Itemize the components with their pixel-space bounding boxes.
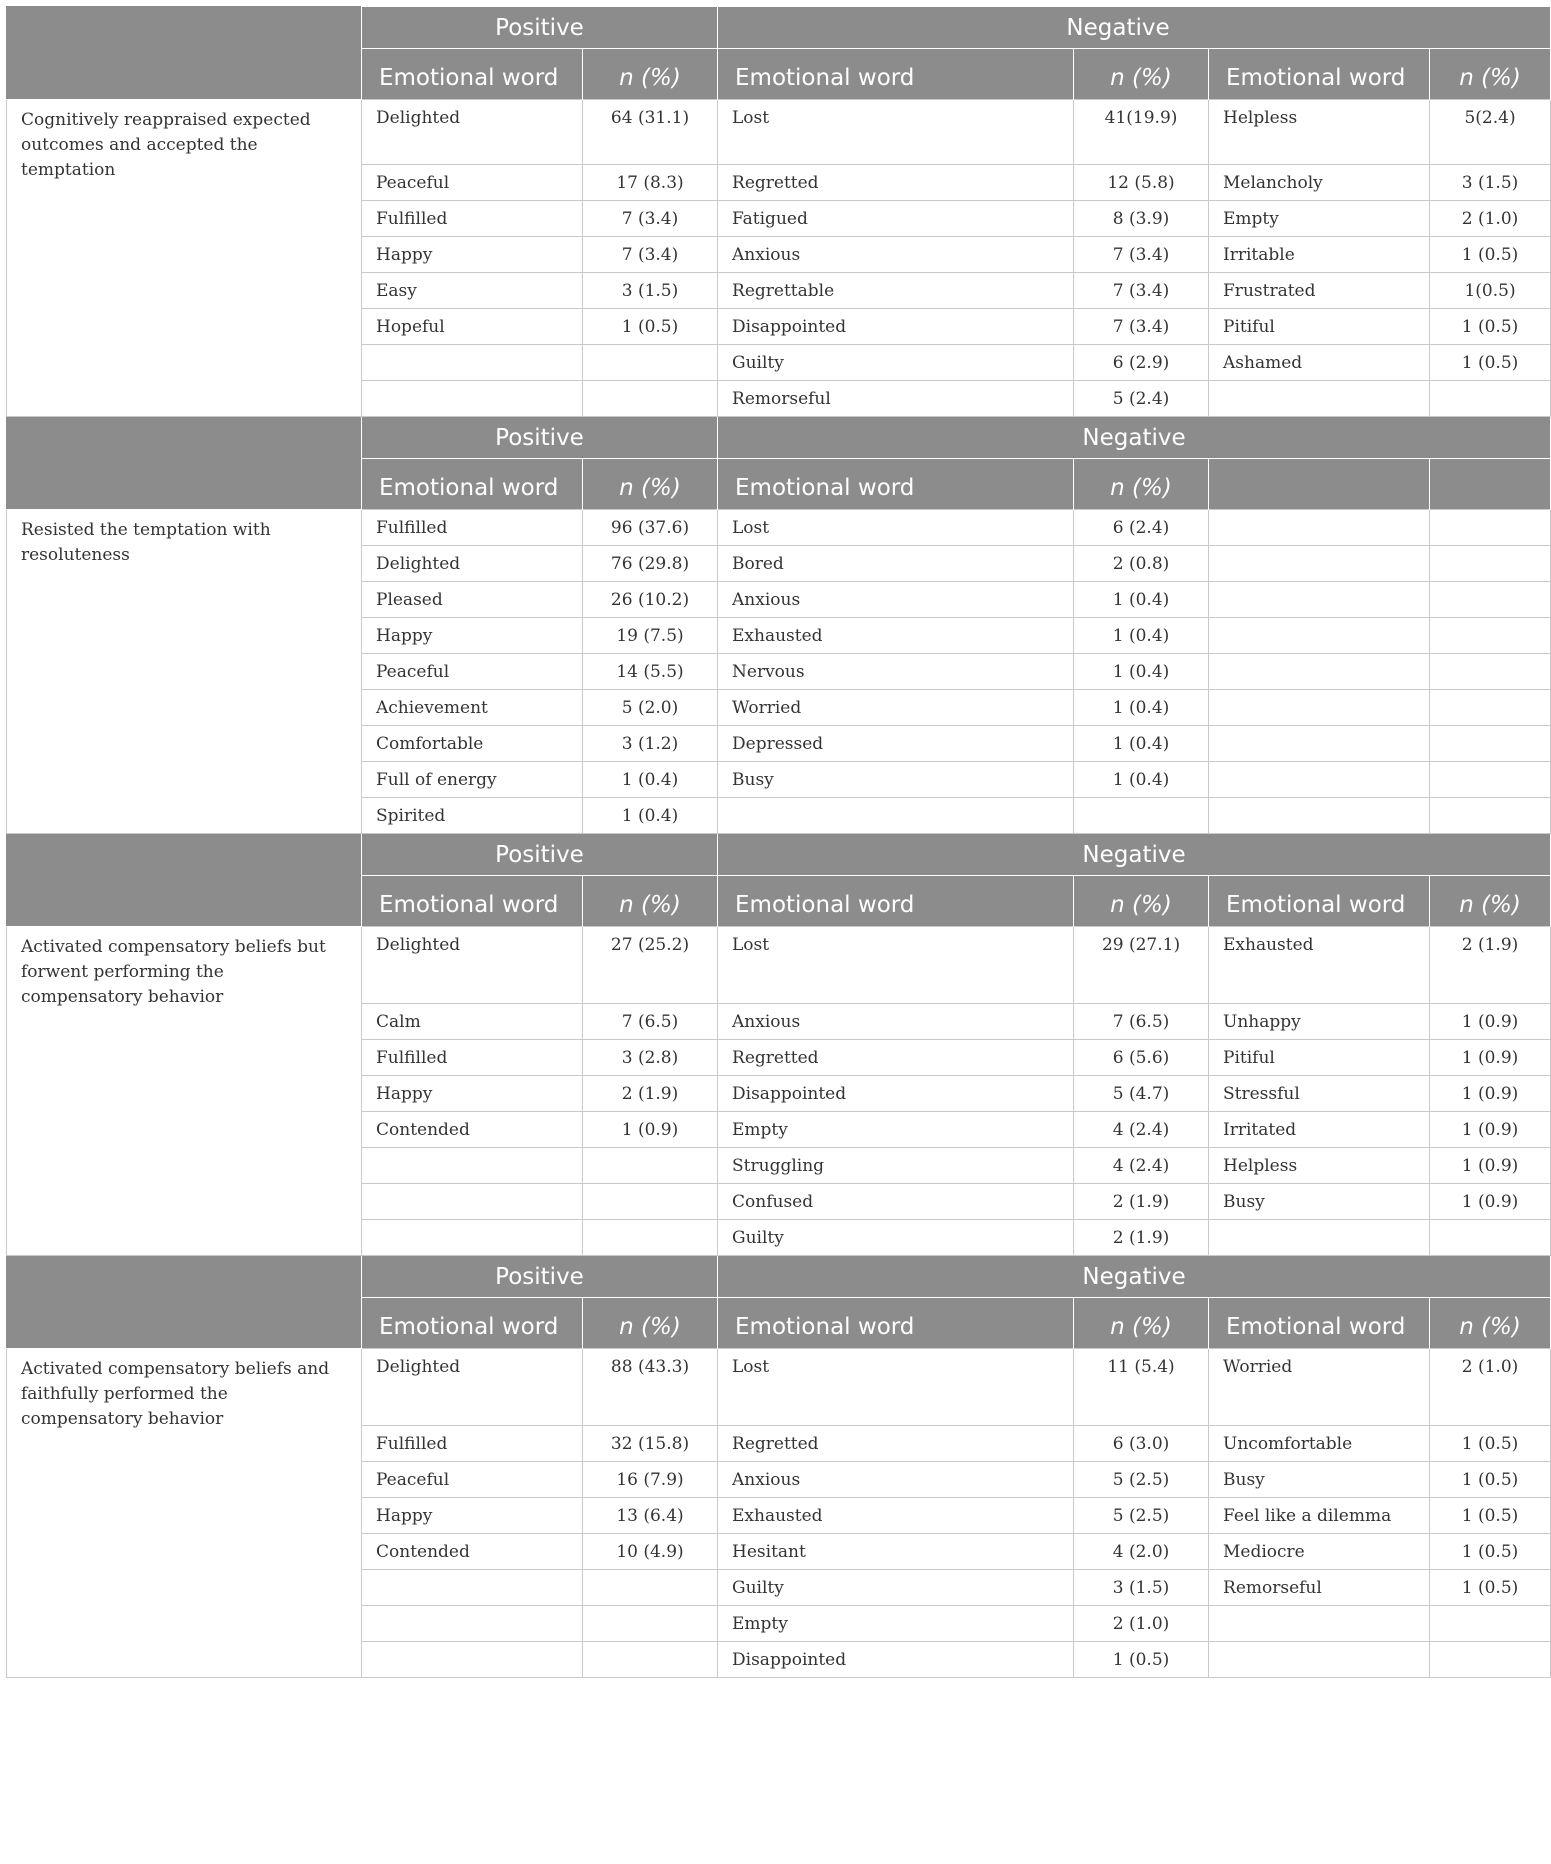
negative-n-cell: 12 (5.8) [1074, 165, 1209, 201]
negative-n-cell-2 [1430, 654, 1551, 690]
negative-n-header: n (%) [1074, 49, 1209, 100]
negative-n-cell: 2 (1.0) [1074, 1606, 1209, 1642]
empty-header-cell [1209, 459, 1430, 510]
negative-n-cell: 6 (2.9) [1074, 345, 1209, 381]
negative-n-cell: 6 (2.4) [1074, 510, 1209, 546]
header-blank-cell [7, 1256, 362, 1349]
header-blank-cell [7, 7, 362, 100]
negative-word-cell: Empty [718, 1606, 1074, 1642]
positive-n-cell: 17 (8.3) [583, 165, 718, 201]
positive-word-cell: Calm [362, 1004, 583, 1040]
negative-n-cell-2 [1430, 762, 1551, 798]
positive-n-cell: 10 (4.9) [583, 1534, 718, 1570]
negative-word-cell-2: Mediocre [1209, 1534, 1430, 1570]
negative-word-cell-2: Irritable [1209, 237, 1430, 273]
negative-word-cell-2: Helpless [1209, 1148, 1430, 1184]
negative-n-cell-2 [1430, 690, 1551, 726]
positive-n-cell: 7 (3.4) [583, 237, 718, 273]
negative-word-cell-2 [1209, 654, 1430, 690]
negative-n-cell: 1 (0.4) [1074, 654, 1209, 690]
section-header-row [7, 417, 1551, 459]
positive-word-cell [362, 1606, 583, 1642]
negative-word-cell-2: Exhausted [1209, 927, 1430, 1004]
positive-n-cell [583, 381, 718, 417]
negative-word-cell-2 [1209, 381, 1430, 417]
positive-header: Positive [362, 834, 718, 876]
negative-word-cell: Nervous [718, 654, 1074, 690]
positive-n-cell: 7 (6.5) [583, 1004, 718, 1040]
positive-word-cell: Delighted [362, 927, 583, 1004]
negative-word-cell-2 [1209, 762, 1430, 798]
positive-word-cell: Spirited [362, 798, 583, 834]
negative-word-cell-2: Frustrated [1209, 273, 1430, 309]
negative-header: Negative [718, 1256, 1551, 1298]
positive-n-cell: 13 (6.4) [583, 1498, 718, 1534]
negative-n-cell: 2 (1.9) [1074, 1184, 1209, 1220]
negative-word-cell: Fatigued [718, 201, 1074, 237]
negative-n-cell: 5 (2.4) [1074, 381, 1209, 417]
positive-word-cell [362, 381, 583, 417]
negative-word-cell: Guilty [718, 1570, 1074, 1606]
section-header-row [7, 834, 1551, 876]
negative-n-header-2: n (%) [1430, 876, 1551, 927]
negative-word-cell-2 [1209, 1642, 1430, 1678]
negative-word-cell: Disappointed [718, 1642, 1074, 1678]
negative-word-cell: Hesitant [718, 1534, 1074, 1570]
negative-word-header: Emotional word [718, 49, 1074, 100]
negative-word-cell-2: Feel like a dilemma [1209, 1498, 1430, 1534]
positive-word-cell: Full of energy [362, 762, 583, 798]
negative-n-cell-2: 2 (1.0) [1430, 1349, 1551, 1426]
negative-n-header: n (%) [1074, 1298, 1209, 1349]
negative-n-cell-2: 5(2.4) [1430, 100, 1551, 165]
negative-word-cell: Empty [718, 1112, 1074, 1148]
positive-n-cell: 3 (2.8) [583, 1040, 718, 1076]
positive-word-cell: Fulfilled [362, 510, 583, 546]
negative-word-cell-2 [1209, 582, 1430, 618]
negative-n-cell-2: 1 (0.9) [1430, 1148, 1551, 1184]
negative-n-cell-2: 1 (0.5) [1430, 237, 1551, 273]
negative-n-cell-2 [1430, 726, 1551, 762]
negative-n-cell-2: 1 (0.9) [1430, 1076, 1551, 1112]
positive-n-cell: 76 (29.8) [583, 546, 718, 582]
negative-word-header-2: Emotional word [1209, 876, 1430, 927]
negative-word-cell: Regrettable [718, 273, 1074, 309]
positive-word-cell [362, 1220, 583, 1256]
negative-n-cell: 2 (1.9) [1074, 1220, 1209, 1256]
negative-n-cell-2 [1430, 546, 1551, 582]
negative-n-cell-2: 1 (0.5) [1430, 345, 1551, 381]
positive-n-header: n (%) [583, 876, 718, 927]
positive-n-cell: 1 (0.5) [583, 309, 718, 345]
negative-word-cell: Bored [718, 546, 1074, 582]
positive-word-cell: Peaceful [362, 1462, 583, 1498]
negative-n-cell: 1 (0.4) [1074, 582, 1209, 618]
negative-n-cell-2: 1 (0.5) [1430, 1498, 1551, 1534]
positive-word-header: Emotional word [362, 459, 583, 510]
table-row [7, 1349, 1551, 1426]
negative-n-header-2: n (%) [1430, 49, 1551, 100]
negative-word-cell-2 [1209, 798, 1430, 834]
negative-n-cell: 1 (0.4) [1074, 690, 1209, 726]
negative-n-cell: 4 (2.0) [1074, 1534, 1209, 1570]
negative-n-cell-2 [1430, 1606, 1551, 1642]
positive-n-cell: 5 (2.0) [583, 690, 718, 726]
negative-n-cell: 8 (3.9) [1074, 201, 1209, 237]
negative-n-cell-2 [1430, 1220, 1551, 1256]
negative-word-cell [718, 798, 1074, 834]
negative-n-cell-2: 2 (1.0) [1430, 201, 1551, 237]
negative-n-cell-2: 1 (0.9) [1430, 1004, 1551, 1040]
negative-n-cell-2: 1 (0.5) [1430, 1534, 1551, 1570]
negative-n-cell-2: 1(0.5) [1430, 273, 1551, 309]
positive-word-cell: Pleased [362, 582, 583, 618]
negative-n-cell: 29 (27.1) [1074, 927, 1209, 1004]
negative-word-cell-2 [1209, 690, 1430, 726]
negative-word-cell: Anxious [718, 1462, 1074, 1498]
negative-word-cell: Anxious [718, 1004, 1074, 1040]
positive-n-header: n (%) [583, 1298, 718, 1349]
negative-word-cell-2 [1209, 546, 1430, 582]
negative-header: Negative [718, 417, 1551, 459]
negative-n-cell-2 [1430, 510, 1551, 546]
negative-n-cell-2 [1430, 798, 1551, 834]
negative-n-cell: 7 (3.4) [1074, 309, 1209, 345]
negative-n-cell-2: 1 (0.9) [1430, 1040, 1551, 1076]
positive-n-cell: 3 (1.5) [583, 273, 718, 309]
negative-word-cell: Struggling [718, 1148, 1074, 1184]
condition-description: Cognitively reappraised expected outcomes and accepted the temptation [7, 100, 362, 417]
positive-word-cell: Easy [362, 273, 583, 309]
negative-word-cell-2: Irritated [1209, 1112, 1430, 1148]
negative-word-header-2: Emotional word [1209, 1298, 1430, 1349]
emotion-words-table [6, 6, 1551, 1678]
negative-word-cell-2: Helpless [1209, 100, 1430, 165]
negative-n-cell-2 [1430, 582, 1551, 618]
negative-n-cell: 1 (0.4) [1074, 762, 1209, 798]
negative-n-cell: 1 (0.4) [1074, 618, 1209, 654]
negative-n-cell: 7 (3.4) [1074, 273, 1209, 309]
negative-word-cell: Guilty [718, 345, 1074, 381]
positive-n-cell [583, 1220, 718, 1256]
negative-header: Negative [718, 7, 1551, 49]
positive-word-cell: Happy [362, 1498, 583, 1534]
negative-word-cell-2 [1209, 510, 1430, 546]
positive-word-cell: Hopeful [362, 309, 583, 345]
negative-n-cell: 1 (0.5) [1074, 1642, 1209, 1678]
positive-n-cell: 3 (1.2) [583, 726, 718, 762]
positive-word-cell: Peaceful [362, 165, 583, 201]
positive-word-cell: Delighted [362, 100, 583, 165]
negative-word-cell-2: Uncomfortable [1209, 1426, 1430, 1462]
positive-word-cell: Happy [362, 237, 583, 273]
negative-n-cell: 1 (0.4) [1074, 726, 1209, 762]
negative-n-cell: 3 (1.5) [1074, 1570, 1209, 1606]
condition-description: Activated compensatory beliefs and faithfully performed the compensatory behavior [7, 1349, 362, 1678]
negative-n-cell: 5 (4.7) [1074, 1076, 1209, 1112]
negative-n-cell-2: 1 (0.5) [1430, 1570, 1551, 1606]
negative-word-cell: Worried [718, 690, 1074, 726]
negative-word-cell-2: Pitiful [1209, 1040, 1430, 1076]
positive-word-cell: Delighted [362, 546, 583, 582]
negative-n-cell: 4 (2.4) [1074, 1112, 1209, 1148]
negative-word-cell: Anxious [718, 582, 1074, 618]
positive-word-header: Emotional word [362, 49, 583, 100]
negative-n-cell: 7 (3.4) [1074, 237, 1209, 273]
positive-word-header: Emotional word [362, 876, 583, 927]
negative-word-cell-2 [1209, 1220, 1430, 1256]
positive-word-cell [362, 345, 583, 381]
negative-word-cell-2: Ashamed [1209, 345, 1430, 381]
positive-n-cell: 14 (5.5) [583, 654, 718, 690]
positive-word-cell: Delighted [362, 1349, 583, 1426]
negative-word-cell: Disappointed [718, 1076, 1074, 1112]
negative-n-cell-2: 1 (0.5) [1430, 309, 1551, 345]
negative-word-cell: Anxious [718, 237, 1074, 273]
negative-n-cell-2: 3 (1.5) [1430, 165, 1551, 201]
negative-n-cell-2: 1 (0.5) [1430, 1462, 1551, 1498]
positive-n-cell: 1 (0.4) [583, 798, 718, 834]
negative-n-header-2: n (%) [1430, 1298, 1551, 1349]
header-blank-cell [7, 417, 362, 510]
negative-word-cell-2: Unhappy [1209, 1004, 1430, 1040]
positive-word-cell [362, 1148, 583, 1184]
negative-word-cell: Remorseful [718, 381, 1074, 417]
positive-header: Positive [362, 7, 718, 49]
positive-header: Positive [362, 417, 718, 459]
positive-n-cell: 26 (10.2) [583, 582, 718, 618]
negative-word-header: Emotional word [718, 1298, 1074, 1349]
negative-word-cell: Exhausted [718, 618, 1074, 654]
positive-word-cell: Fulfilled [362, 1426, 583, 1462]
negative-word-header: Emotional word [718, 459, 1074, 510]
negative-word-cell: Lost [718, 510, 1074, 546]
negative-word-cell-2: Busy [1209, 1184, 1430, 1220]
positive-word-cell [362, 1570, 583, 1606]
negative-n-cell-2 [1430, 1642, 1551, 1678]
positive-n-cell [583, 1606, 718, 1642]
negative-n-cell: 5 (2.5) [1074, 1462, 1209, 1498]
positive-n-cell: 96 (37.6) [583, 510, 718, 546]
positive-n-cell: 1 (0.4) [583, 762, 718, 798]
negative-n-header: n (%) [1074, 459, 1209, 510]
table-row [7, 100, 1551, 165]
negative-word-cell: Guilty [718, 1220, 1074, 1256]
negative-n-cell-2 [1430, 381, 1551, 417]
negative-n-cell: 41(19.9) [1074, 100, 1209, 165]
positive-word-cell [362, 1184, 583, 1220]
positive-n-header: n (%) [583, 49, 718, 100]
negative-word-header: Emotional word [718, 876, 1074, 927]
negative-n-cell: 4 (2.4) [1074, 1148, 1209, 1184]
negative-word-cell: Depressed [718, 726, 1074, 762]
negative-word-cell: Lost [718, 100, 1074, 165]
negative-word-cell-2: Remorseful [1209, 1570, 1430, 1606]
negative-n-cell-2: 1 (0.9) [1430, 1184, 1551, 1220]
positive-n-cell: 64 (31.1) [583, 100, 718, 165]
negative-word-cell-2 [1209, 726, 1430, 762]
negative-word-cell: Regretted [718, 165, 1074, 201]
positive-word-cell: Fulfilled [362, 1040, 583, 1076]
negative-n-cell: 2 (0.8) [1074, 546, 1209, 582]
negative-n-cell-2 [1430, 618, 1551, 654]
positive-word-cell: Happy [362, 1076, 583, 1112]
empty-header-cell [1430, 459, 1551, 510]
positive-n-cell: 16 (7.9) [583, 1462, 718, 1498]
negative-word-cell-2 [1209, 618, 1430, 654]
section-header-row [7, 7, 1551, 49]
negative-n-cell [1074, 798, 1209, 834]
negative-header: Negative [718, 834, 1551, 876]
negative-word-cell-2: Busy [1209, 1462, 1430, 1498]
negative-n-cell-2: 1 (0.9) [1430, 1112, 1551, 1148]
negative-n-cell: 7 (6.5) [1074, 1004, 1209, 1040]
positive-n-cell: 1 (0.9) [583, 1112, 718, 1148]
positive-header: Positive [362, 1256, 718, 1298]
negative-word-cell-2: Melancholy [1209, 165, 1430, 201]
positive-n-cell [583, 1148, 718, 1184]
negative-word-cell: Lost [718, 927, 1074, 1004]
positive-word-cell: Peaceful [362, 654, 583, 690]
positive-word-cell [362, 1642, 583, 1678]
negative-word-cell-2 [1209, 1606, 1430, 1642]
negative-word-cell: Confused [718, 1184, 1074, 1220]
positive-word-cell: Happy [362, 618, 583, 654]
positive-n-cell: 27 (25.2) [583, 927, 718, 1004]
positive-n-header: n (%) [583, 459, 718, 510]
positive-word-cell: Achievement [362, 690, 583, 726]
positive-n-cell [583, 345, 718, 381]
header-blank-cell [7, 834, 362, 927]
negative-word-cell: Exhausted [718, 1498, 1074, 1534]
negative-word-cell: Lost [718, 1349, 1074, 1426]
positive-n-cell: 2 (1.9) [583, 1076, 718, 1112]
negative-word-cell: Busy [718, 762, 1074, 798]
negative-word-cell: Regretted [718, 1040, 1074, 1076]
negative-n-cell: 11 (5.4) [1074, 1349, 1209, 1426]
negative-word-header-2: Emotional word [1209, 49, 1430, 100]
table-row [7, 927, 1551, 1004]
negative-word-cell-2: Stressful [1209, 1076, 1430, 1112]
positive-n-cell: 19 (7.5) [583, 618, 718, 654]
positive-word-cell: Comfortable [362, 726, 583, 762]
positive-word-cell: Contended [362, 1534, 583, 1570]
positive-word-cell: Contended [362, 1112, 583, 1148]
condition-description: Resisted the temptation with resoluteness [7, 510, 362, 834]
negative-n-cell: 5 (2.5) [1074, 1498, 1209, 1534]
positive-n-cell: 88 (43.3) [583, 1349, 718, 1426]
condition-description: Activated compensatory beliefs but forwent performing the compensatory behavior [7, 927, 362, 1256]
positive-n-cell [583, 1184, 718, 1220]
negative-word-cell-2: Pitiful [1209, 309, 1430, 345]
positive-word-header: Emotional word [362, 1298, 583, 1349]
negative-word-cell: Disappointed [718, 309, 1074, 345]
section-header-row [7, 1256, 1551, 1298]
positive-word-cell: Fulfilled [362, 201, 583, 237]
negative-n-cell: 6 (3.0) [1074, 1426, 1209, 1462]
negative-word-cell-2: Empty [1209, 201, 1430, 237]
negative-n-cell: 6 (5.6) [1074, 1040, 1209, 1076]
positive-n-cell [583, 1570, 718, 1606]
negative-n-cell-2: 2 (1.9) [1430, 927, 1551, 1004]
negative-n-cell-2: 1 (0.5) [1430, 1426, 1551, 1462]
positive-n-cell: 32 (15.8) [583, 1426, 718, 1462]
negative-word-cell: Regretted [718, 1426, 1074, 1462]
negative-word-cell-2: Worried [1209, 1349, 1430, 1426]
table-row [7, 510, 1551, 546]
positive-n-cell: 7 (3.4) [583, 201, 718, 237]
negative-n-header: n (%) [1074, 876, 1209, 927]
positive-n-cell [583, 1642, 718, 1678]
